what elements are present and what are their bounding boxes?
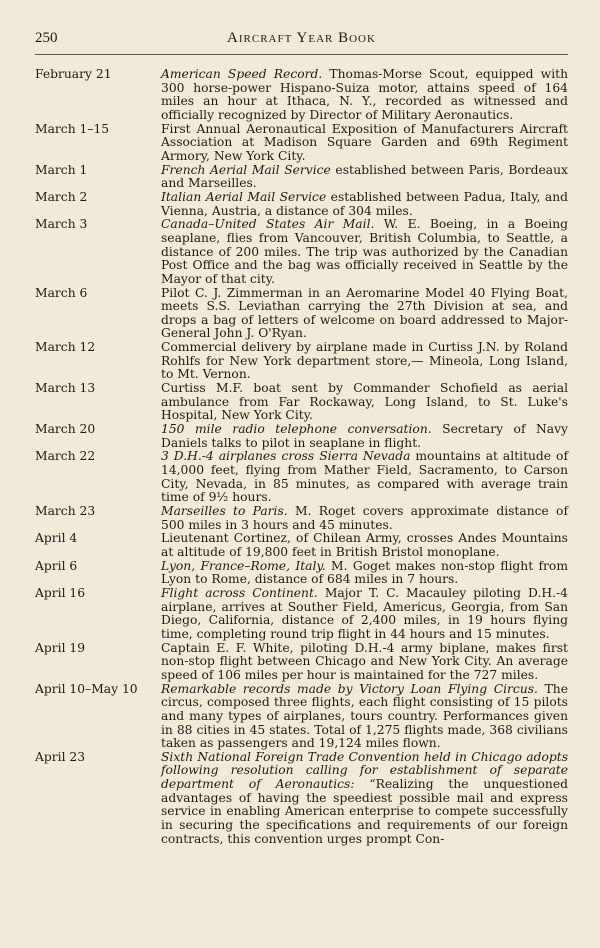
entry-headline: 3 D.H.-4 airplanes cross Sierra Nevada: [161, 449, 411, 464]
entry-headline: Lyon, France–Rome, Italy.: [161, 558, 326, 573]
entry-body: [161, 450, 568, 505]
entry-body: [161, 587, 568, 642]
chronology-entry: [35, 751, 568, 847]
entry-body: [161, 505, 568, 532]
chronology-entry: [35, 191, 568, 218]
running-header: [35, 28, 568, 54]
entry-body: [161, 191, 568, 218]
entry-body: [161, 123, 568, 164]
chronology-entry: [35, 68, 568, 123]
entry-date: March 13: [35, 381, 96, 396]
entry-body: [161, 683, 568, 751]
entry-text: Curtiss M.F. boat sent by Commander Schofield as aerial ambulance from Far Rockaway, Long Island, to St. Luke's Hospital, New York City.: [161, 381, 568, 423]
entry-body: [161, 218, 568, 286]
entry-text: “Realizing the unquestioned advantages of having the speediest possible mail and express service in enabling American enterprise to compete successfully in securing the specifications and requirements of our foreign contracts, this convention urges prompt Con-: [161, 777, 568, 846]
chronology-list: [35, 68, 568, 846]
entry-text: mountains at altitude of 14,000 feet, flying from Mather Field, Sacramento, to Carson City, Nevada, in 85 minutes, as compared with average train time of 9½ hours.: [161, 449, 569, 505]
entry-text: Pilot C. J. Zimmerman in an Aeromarine Model 40 Flying Boat, meets S.S. Leviathan carrying the 27th Division at sea, and drops a bag of letters of welcome on board addressed to Major-General John J. O'Ryan.: [161, 285, 568, 341]
entry-date: March 22: [35, 449, 96, 464]
chronology-entry: [35, 382, 568, 423]
entry-date: April 19: [35, 640, 86, 655]
entry-text: established between Padua, Italy, and Vienna, Austria, a distance of 304 miles.: [161, 189, 568, 218]
entry-text: M. Goget makes non-stop flight from Lyon to Rome, distance of 684 miles in 7 hours.: [161, 558, 568, 587]
entry-date: April 4: [35, 531, 78, 546]
entry-text: Captain E. F. White, piloting D.H.-4 army biplane, makes first non-stop flight between Chicago and New York City. An average speed of 106 miles per hour is maintained for the 727 miles.: [161, 640, 568, 682]
page-number: 250: [35, 30, 58, 46]
chronology-entry: [35, 218, 568, 286]
entry-date: April 6: [35, 558, 78, 573]
chronology-entry: [35, 587, 568, 642]
chronology-entry: [35, 450, 568, 505]
chronology-entry: [35, 532, 568, 559]
entry-body: [161, 751, 568, 847]
entry-date: March 20: [35, 422, 96, 437]
chronology-entry: [35, 287, 568, 342]
entry-date: March 6: [35, 285, 88, 300]
entry-date: March 12: [35, 340, 96, 355]
entry-text: Major T. C. Macauley piloting D.H.-4 airplane, arrives at Souther Field, Americus, Georgia, from San Diego, California, distance of 2,400 miles, in 19 hours flying time, completing round trip flight in 44 hours and 15 minutes.: [161, 585, 568, 641]
entry-body: [161, 68, 568, 123]
chronology-entry: [35, 123, 568, 164]
entry-text: Lieutenant Cortinez, of Chilean Army, crosses Andes Mountains at altitude of 19,800 feet in British Bristol monoplane.: [161, 531, 568, 559]
entry-headline: Sixth National Foreign Trade Convention held in Chicago adopts following resolution calling for establishment of separate department of Aeronautics:: [161, 749, 568, 792]
entry-text: M. Roget covers approximate distance of 500 miles in 3 hours and 45 minutes.: [161, 504, 568, 532]
chronology-entry: [35, 642, 568, 683]
entry-text: Secretary of Navy Daniels talks to pilot in seaplane in flight.: [161, 422, 568, 450]
entry-text: First Annual Aeronautical Exposition of Manufacturers Aircraft Association at Madison Square Garden and 69th Regiment Armory, New York City.: [161, 121, 568, 163]
entry-headline: Italian Aerial Mail Service: [161, 189, 327, 204]
entry-date: April 10–May 10: [35, 681, 138, 696]
chronology-entry: [35, 560, 568, 587]
chronology-entry: [35, 683, 568, 751]
entry-body: [161, 423, 568, 450]
header-rule: [35, 54, 568, 55]
chronology-entry: [35, 505, 568, 532]
entry-body: [161, 287, 568, 342]
entry-date: April 16: [35, 585, 86, 600]
entry-headline: French Aerial Mail Service: [161, 162, 331, 177]
entry-headline: American Speed Record.: [161, 67, 323, 81]
entry-text: Thomas-Morse Scout, equipped with 300 horse-power Hispano-Suiza motor, attains speed of 164 miles an hour at Ithaca, N. Y., recorded as witnessed and officially recognized by Director of Military Aeronautics.: [161, 67, 569, 122]
chronology-entry: [35, 341, 568, 382]
entry-date: March 3: [35, 217, 88, 232]
entry-text: The circus, composed three flights, each flight consisting of 15 pilots and many types of airplanes, tours country. Performances given in 88 cities in 45 states. Total of 1,275 flights made, 368 civilians taken as passengers and 19,124 miles flown.: [161, 681, 568, 751]
entry-body: [161, 642, 568, 683]
entry-date: February 21: [35, 67, 112, 81]
entry-date: March 1–15: [35, 121, 110, 136]
entry-text: established between Paris, Bordeaux and Marseilles.: [161, 162, 568, 191]
entry-body: [161, 164, 568, 191]
running-title: Aircraft Year Book: [227, 30, 376, 46]
entry-date: March 1: [35, 162, 88, 177]
entry-body: [161, 560, 568, 587]
entry-headline: Canada–United States Air Mail.: [161, 217, 375, 232]
entry-body: [161, 532, 568, 559]
entry-headline: 150 mile radio telephone conversation.: [161, 422, 432, 437]
entry-text: W. E. Boeing, in a Boeing seaplane, flies from Vancouver, British Columbia, to Seattle, a distance of 200 miles. The trip was authorized by the Canadian Post Office and the bag was officially received in Seattle by the Mayor of that city.: [161, 217, 568, 286]
entry-date: March 23: [35, 504, 96, 518]
entry-date: March 2: [35, 189, 88, 204]
chronology-entry: [35, 164, 568, 191]
entry-headline: Marseilles to Paris.: [161, 504, 288, 518]
entry-body: [161, 382, 568, 423]
entry-date: April 23: [35, 749, 86, 764]
entry-body: [161, 341, 568, 382]
entry-text: Commercial delivery by airplane made in Curtiss J.N. by Roland Rohlfs for New York department store,— Mineola, Long Island, to Mt. Vernon.: [161, 340, 568, 382]
chronology-entry: [35, 423, 568, 450]
entry-headline: Flight across Continent.: [161, 585, 318, 600]
entry-headline: Remarkable records made by Victory Loan Flying Circus.: [161, 681, 538, 696]
